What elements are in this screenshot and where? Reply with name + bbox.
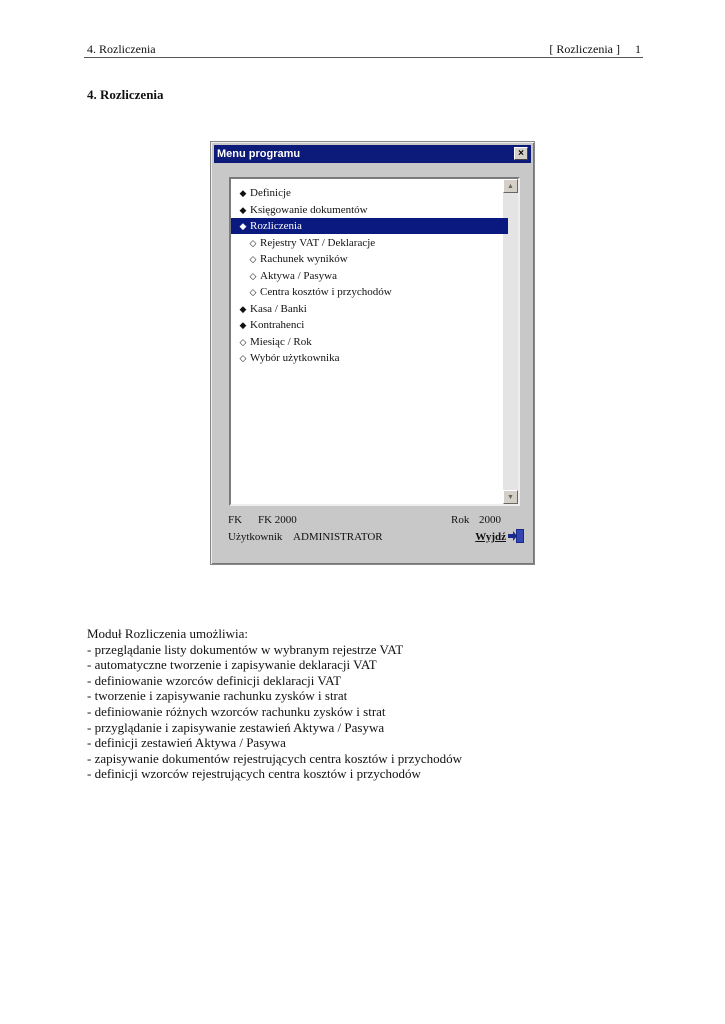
menu-dialog bbox=[210, 141, 535, 565]
filled-diamond-icon: ◆ bbox=[239, 188, 247, 198]
menu-item[interactable] bbox=[231, 350, 339, 366]
hollow-diamond-icon: ◇ bbox=[249, 237, 257, 248]
hollow-diamond-icon: ◇ bbox=[249, 270, 257, 281]
menu-item[interactable] bbox=[231, 185, 291, 201]
menu-item-label: Rejestry VAT / Deklaracje bbox=[260, 236, 376, 249]
page-header-right: [ Rozliczenia ] 1 bbox=[549, 42, 641, 56]
fk-value: FK 2000 bbox=[258, 514, 297, 526]
menu-item[interactable] bbox=[231, 202, 368, 218]
fk-label: FK bbox=[228, 514, 243, 526]
hollow-diamond-icon: ◇ bbox=[249, 254, 257, 264]
filled-diamond-icon: ◆ bbox=[239, 221, 247, 231]
menu-listbox[interactable] bbox=[229, 177, 520, 506]
page-header-left: 4. Rozliczenia bbox=[87, 42, 156, 56]
filled-diamond-icon: ◆ bbox=[239, 320, 247, 330]
user-value: ADMINISTRATOR bbox=[293, 531, 383, 543]
menu-item-label: Miesiąc / Rok bbox=[250, 335, 312, 348]
menu-item[interactable] bbox=[231, 218, 508, 234]
filled-diamond-icon: ◆ bbox=[239, 204, 247, 215]
menu-item-label: Aktywa / Pasywa bbox=[260, 269, 337, 282]
hollow-diamond-icon: ◇ bbox=[239, 336, 247, 347]
menu-item-label: Kasa / Banki bbox=[250, 302, 307, 315]
year-label: Rok bbox=[451, 514, 470, 526]
hollow-diamond-icon: ◇ bbox=[239, 353, 247, 363]
exit-button[interactable]: Wyjdź bbox=[475, 531, 506, 543]
menu-item-label: Rozliczenia bbox=[250, 220, 302, 232]
menu-item-label: Kontrahenci bbox=[250, 319, 305, 331]
menu-item[interactable] bbox=[231, 301, 307, 317]
hollow-diamond-icon: ◇ bbox=[249, 287, 257, 297]
body-list-item: - definiowanie wzorców definicji deklaracji VAT bbox=[87, 672, 342, 688]
scroll-down-button[interactable]: ▼ bbox=[503, 490, 518, 504]
filled-diamond-icon: ◆ bbox=[239, 303, 247, 314]
exit-door-icon[interactable] bbox=[507, 528, 525, 544]
user-label: Użytkownik bbox=[228, 531, 283, 543]
menu-item-label: Rachunek wyników bbox=[260, 253, 348, 265]
dialog-titlebar bbox=[214, 145, 531, 163]
body-list-item: - tworzenie i zapisywanie rachunku zysków i strat bbox=[87, 688, 348, 704]
menu-item[interactable] bbox=[231, 268, 337, 284]
body-list-item: - zapisywanie dokumentów rejestrujących centra kosztów i przychodów bbox=[87, 750, 463, 766]
body-list-item: - definicji wzorców rejestrujących centra kosztów i przychodów bbox=[87, 766, 421, 782]
menu-item[interactable] bbox=[231, 317, 304, 333]
body-list-item: - definicji zestawień Aktywa / Pasywa bbox=[87, 735, 286, 751]
menu-item-label: Wybór użytkownika bbox=[250, 352, 340, 364]
header-rule bbox=[84, 57, 643, 58]
menu-item[interactable] bbox=[231, 251, 348, 267]
body-list-item: - przeglądanie listy dokumentów w wybranym rejestrze VAT bbox=[87, 641, 404, 657]
dialog-title: Menu programu bbox=[217, 148, 301, 160]
body-list-item: - definiowanie różnych wzorców rachunku zysków i strat bbox=[87, 703, 386, 719]
body-list-item: - przyglądanie i zapisywanie zestawień Aktywa / Pasywa bbox=[87, 719, 385, 735]
year-value: 2000 bbox=[479, 514, 501, 526]
menu-item[interactable] bbox=[231, 284, 392, 300]
menu-item-label: Centra kosztów i przychodów bbox=[260, 286, 392, 298]
menu-item[interactable] bbox=[231, 334, 312, 350]
close-button[interactable]: × bbox=[514, 147, 528, 160]
section-title: 4. Rozliczenia bbox=[87, 87, 164, 102]
menu-item[interactable] bbox=[231, 235, 375, 251]
body-intro: Moduł Rozliczenia umożliwia: bbox=[87, 626, 249, 641]
body-text bbox=[87, 626, 462, 782]
menu-item-label: Księgowanie dokumentów bbox=[250, 203, 368, 216]
menu-item-label: Definicje bbox=[250, 187, 291, 199]
scroll-up-button[interactable]: ▲ bbox=[503, 179, 518, 193]
body-list-item: - automatyczne tworzenie i zapisywanie deklaracji VAT bbox=[87, 657, 377, 673]
